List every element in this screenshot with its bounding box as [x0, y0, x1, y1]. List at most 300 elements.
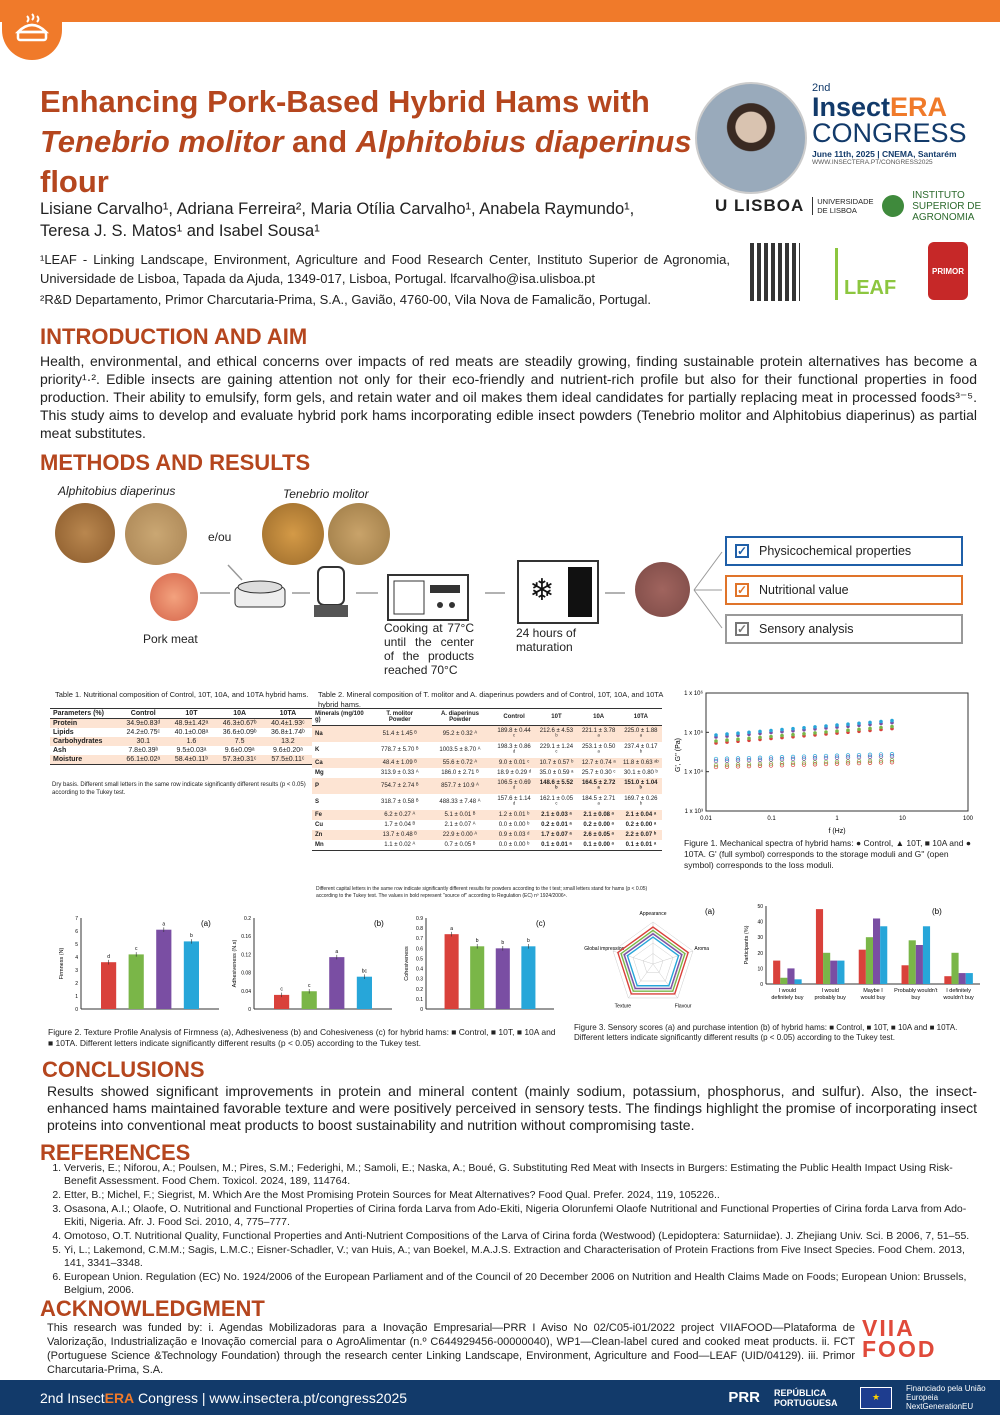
storage-modulus-point [879, 720, 883, 724]
y-axis-label: Firmness (N) [59, 947, 65, 980]
bar-10TA [357, 977, 372, 1009]
mixer-icon [314, 567, 348, 617]
significance-letter: b [527, 938, 530, 945]
table-cell: 66.1±0.02ᵃ [126, 756, 161, 763]
alphitobius-label: Alphitobius diaperinus [58, 484, 176, 498]
table-cell: 318.7 ± 0.58 ᴮ [381, 799, 419, 805]
table-cell: 13.2 [281, 738, 295, 745]
table-row [50, 728, 312, 737]
category-label: I definitely [946, 988, 971, 994]
table-row [312, 742, 662, 758]
table-cell: 2.2 ± 0.07 ᵇ [625, 832, 657, 838]
box-nutritional [725, 575, 963, 605]
table-cell: 488.33 ± 7.48 ᴬ [439, 799, 481, 805]
radar-plot [584, 911, 709, 1010]
bar-10TA [923, 926, 930, 984]
poster-title [40, 82, 700, 202]
table-cell: 51.4 ± 1.45 ᴮ [382, 731, 417, 737]
top-bar [0, 0, 1000, 22]
figure2-caption [48, 1027, 563, 1049]
table-cell: 48.9±1.42ᵃ [174, 720, 209, 727]
bar-10T [909, 940, 916, 984]
bar-Control [816, 909, 823, 984]
table-row [312, 726, 662, 743]
y-tick-label: 1 x 10³ [684, 809, 703, 815]
bar-10T [302, 991, 317, 1009]
y-tick-label: 0.1 [416, 996, 423, 1003]
authors-line-2: Teresa J. S. Matos¹ and Isabel Sousa¹ [40, 222, 320, 240]
reference-item: 3. Osasona, A.I.; Olaofe, O. Nutritional and Functional Properties of Cirina forda Larva from Ado-Ekiti, Nigeria Olorunfemi Olaofe Nutritional and Functional Properties of Cirina forda Larva from Ado-Ekiti, Nigeria. Afr. J. Food Sci. 2010, 4, 775–777. [64, 1203, 980, 1229]
table-cell: 30.1 ± 0.80 ᵇ [623, 770, 658, 776]
congress-date: June 11th, 2025 | CNEMA, Santarém [812, 149, 957, 159]
table-cell: 55.6 ± 0.72 ᴬ [442, 760, 478, 766]
y-tick-label: 0 [760, 982, 763, 988]
bar-Control [902, 965, 909, 984]
y-tick-label: 3 [75, 968, 78, 974]
figure2c-cohesiveness-chart [400, 908, 560, 1023]
table-header-cell: Control [119, 709, 167, 719]
significance-letter: c [307, 982, 311, 989]
figure2-caption-line-1: Figure 2. Texture Profile Analysis of Firmness (a), Adhesiveness (b) and Cohesiveness (c) for hybrid hams: ■ Control, ■ 10T, ■ 10A and [48, 1027, 556, 1037]
bar-10A [156, 930, 171, 1009]
check-icon: ✓ [736, 622, 748, 636]
table-row [312, 778, 662, 794]
y-tick-label: 20 [757, 950, 763, 957]
storage-modulus-point [813, 731, 817, 735]
figure2-caption-line-2: ■ 10TA. Different letters indicate significantly different results (p < 0.05) according to the Tukey test. [48, 1038, 421, 1048]
table-cell: 0.2 ± 0.01 ᵃ [541, 822, 572, 828]
table-cell: 0.1 ± 0.00 ᵃ [583, 842, 614, 848]
authors-line-1: Lisiane Carvalho¹, Adriana Ferreira², Maria Otília Carvalho¹, Anabela Raymundo¹, [40, 200, 635, 218]
y-tick-label: 0.3 [416, 976, 423, 983]
bar-10TA [837, 961, 844, 984]
table-cell: 9.5±0.03ᵃ [176, 747, 207, 754]
table1-body [50, 719, 312, 765]
table-row [312, 830, 662, 840]
y-tick-label: 40 [757, 919, 763, 926]
isa-leaf-icon [882, 195, 904, 217]
table-row [50, 737, 312, 746]
significance-letter: c [134, 946, 138, 953]
congress-edition: 2nd [812, 82, 831, 94]
table1 [50, 708, 312, 765]
y-tick-label: 6 [75, 929, 78, 935]
panel-label: (c) [536, 919, 546, 928]
y-tick-label: 30 [757, 935, 763, 942]
table-cell: 2.1 ± 0.04 ᵃ [625, 812, 657, 818]
table-cell: 186.0 ± 2.71 ᴮ [441, 770, 479, 776]
table-cell: 34.9±0.83ᵈ [126, 720, 161, 727]
y-tick-label: 0.08 [241, 970, 251, 977]
table-cell: 0.7 ± 0.05 ᴮ [444, 842, 476, 848]
box-physicochemical-label: Physicochemical properties [759, 544, 912, 558]
table-cell: K [315, 747, 320, 753]
table-cell: 40.1±0.08ᵃ [174, 729, 209, 736]
references-heading: REFERENCES [40, 1140, 191, 1165]
table-cell: 7.8±0.39ᵇ [128, 747, 159, 754]
storage-modulus-point [868, 721, 872, 725]
table-cell: 313.9 ± 0.33 ᴬ [380, 770, 419, 776]
reference-item: 1. Ververis, E.; Niforou, A.; Poulsen, M.; Pires, S.M.; Federighi, M.; Samoli, E.; Naska, A.; Boué, G. Substituting Red Meat with Insects in Burgers: Estimating the Public Health Impact Using Risk-Benefit Assessment. Food Chem. Toxicol. 2024, 189, 114764. [64, 1162, 980, 1188]
primor-logo-text: PRIMOR [932, 266, 964, 276]
table-row [312, 768, 662, 778]
bar-10A [787, 968, 794, 984]
x-tick-label: 10 [899, 816, 906, 822]
congress-name-era: ERA [890, 92, 948, 122]
table-header-cell: 10TA [620, 709, 662, 726]
table-cell: 857.7 ± 10.9 ᴬ [441, 783, 479, 789]
radar-axis-label: Global impression [584, 946, 625, 953]
bar-Control [101, 962, 116, 1009]
conclusions-text: Results showed significant improvements in protein and mineral content (mainly sodium, potassium, phosphorus, and sulfur). Also, the insect-enhanced hams maintained favorable texture and were positively perceived in sensory tests. The findings highlight the promise of incorporating insect proteins into conventional meat products to boost sustainability and nutrition without compromising taste. [47, 1083, 977, 1133]
bar-Control [944, 976, 951, 984]
result-arrows [692, 540, 726, 640]
table-cell: 9.6±0.09ᵃ [224, 747, 255, 754]
table-header-cell: Parameters (%) [50, 709, 119, 719]
prr-logo: PRR [728, 1389, 760, 1406]
category-label: would buy [860, 995, 886, 1001]
panel-label: (a) [201, 919, 211, 928]
figure2a-firmness-chart [55, 908, 225, 1023]
table-cell: Cu [315, 822, 323, 828]
bar-10A [916, 945, 923, 984]
storage-modulus-point [791, 733, 795, 737]
storage-modulus-point [769, 735, 773, 739]
bar-10A [830, 961, 837, 984]
table-row [50, 755, 312, 765]
x-tick-label: 100 [962, 816, 974, 822]
table-cell: 40.4±1.93ᶜ [271, 720, 305, 727]
figure1-yticks [684, 690, 709, 815]
y-tick-label: 1 [75, 994, 78, 1000]
bar-10TA [521, 946, 535, 1009]
table-cell: 1.6 [186, 738, 197, 745]
storage-modulus-point [857, 722, 861, 726]
y-tick-label: 0.7 [416, 936, 423, 943]
table2-note: Different capital letters in the same row indicate significantly different results for powders according to the t test; small letters stand for hams (p < 0.05) according to the Tukey test. The values in bold represent "source of" according to Regulation (EC) nº 1924/2006⁶. [316, 886, 648, 899]
title-italic-2: Alphitobius diaperinus [355, 124, 692, 159]
y-tick-label: 0.5 [416, 956, 423, 963]
svg-text:❄: ❄ [529, 574, 555, 607]
table-header-cell: 10A [216, 709, 264, 719]
table-cell: 9.6±0.20ᵃ [272, 747, 303, 754]
category-label: probably buy [814, 995, 846, 1001]
table-cell: 24.2±0.75ᶜ [126, 729, 161, 736]
table1-note: Dry basis. Different small letters in the same row indicate significantly different results (p < 0.05) according to the Tukey test. [52, 782, 306, 796]
table-cell: 2.1 ± 0.08 ᵃ [583, 812, 614, 818]
storage-modulus-point [736, 731, 740, 735]
y-tick-label: 0 [420, 1007, 423, 1013]
ulisboa-logo: U LISBOA [715, 196, 805, 215]
figure3a-panel-label: (a) [705, 907, 715, 916]
ham-slice-image [635, 562, 690, 617]
x-tick-label: 0.01 [700, 816, 712, 822]
figure1-xlabel: f (Hz) [828, 828, 846, 835]
viiafood-logo-bottom: FOOD [862, 1336, 937, 1362]
table-cell: 2.6 ± 0.05 ᵃ [583, 832, 614, 838]
radar-axis-label: Flavour [674, 1003, 692, 1010]
y-tick-label: 4 [75, 955, 78, 961]
tenebrio-label: Tenebrio molitor [283, 487, 369, 501]
significance-letter: bc [361, 968, 368, 975]
storage-modulus-point [824, 724, 828, 728]
cooking-oven-icon [388, 575, 468, 620]
congress-logo [812, 82, 972, 166]
box-nutritional-label: Nutritional value [759, 583, 849, 597]
y-tick-label: 1 x 10⁴ [684, 769, 703, 776]
box-sensory-label: Sensory analysis [759, 622, 854, 636]
table1-header-row [50, 709, 312, 719]
alphitobius-larvae-image [55, 503, 115, 563]
ulisboa-sub: UNIVERSIDADE DE LISBOA [812, 197, 874, 215]
table2-body [312, 726, 662, 851]
table-cell: 46.3±0.67ᵇ [222, 720, 257, 727]
x-tick-label: 0.1 [767, 816, 776, 822]
significance-letter: b [475, 938, 479, 945]
table-cell: 35.0 ± 0.59 ᵃ [539, 770, 574, 776]
table-cell: 189.8 ± 0.44 ᶜ [497, 728, 531, 740]
table-cell: 0.0 ± 0.00 ᵇ [498, 842, 530, 848]
table-header-cell: Minerals (mg/100 g) [312, 709, 372, 726]
figure2b-adhesiveness-chart [228, 908, 398, 1023]
y-axis-label: Adhesiveness (N.s) [232, 939, 238, 988]
table-cell: 6.2 ± 0.27 ᴬ [384, 812, 416, 818]
figure3b-purchase-chart [740, 900, 985, 1020]
bar-Control [445, 934, 459, 1009]
storage-modulus-point [824, 730, 828, 734]
bar-10T [129, 954, 144, 1009]
intro-text: Health, environmental, and ethical concerns over impacts of red meats are steadily growing, finding sustainable protein alternatives has become a priority¹·². Edible insects are gaining attention not only for their eco-friendly and nutrient-rich profile but also for their functional properties in food production. Their ability to emulsify, form gels, and retain water and oil makes them ideal candidates for partially replacing meat in processed foods³⁻⁵. This study aims to develop and evaluate hybrid pork hams incorporating edible insect powders (Tenebrio molitor and Alphitobius diaperinus) as partial meat substitutes. [40, 353, 977, 441]
congress-url: WWW.INSECTERA.PT/CONGRESS2025 [812, 159, 933, 166]
table2 [312, 708, 662, 851]
table-cell: 151.0 ± 1.04 ᵇ [624, 780, 658, 792]
table-cell: 48.4 ± 1.09 ᴮ [382, 760, 417, 766]
bar-10A [959, 973, 966, 984]
table-cell: 164.5 ± 2.72 ᵃ [581, 780, 616, 792]
table-cell: 11.8 ± 0.63 ᵃᵇ [623, 760, 659, 766]
congress-name-insect: Insect [812, 92, 891, 122]
storage-modulus-point [780, 728, 784, 732]
eou-label: e/ou [208, 530, 232, 544]
storage-modulus-point [846, 722, 850, 726]
table-cell: 778.7 ± 5.70 ᴮ [381, 747, 419, 753]
y-tick-label: 0.04 [241, 988, 251, 995]
table-cell: 1003.5 ± 8.70 ᴬ [439, 747, 481, 753]
storage-modulus-point [835, 723, 839, 727]
freezer-icon [518, 561, 598, 623]
y-tick-label: 1 x 10⁵ [684, 730, 703, 737]
title-line-3: flour [40, 164, 109, 199]
footer-era: ERA [104, 1389, 135, 1406]
methods-heading: METHODS AND RESULTS [40, 450, 311, 475]
radar-axis-label: Aroma [694, 946, 710, 953]
category-label: buy [911, 995, 921, 1001]
storage-modulus-point [813, 725, 817, 729]
viiafood-logo-top: VIIA [862, 1315, 915, 1341]
primor-logo [928, 242, 968, 300]
pie-logo-icon [2, 0, 62, 60]
radar-axis-label: Appearance [639, 910, 667, 917]
table-cell: 1.7 ± 0.04 ᴮ [384, 822, 416, 828]
storage-modulus-point [758, 736, 762, 740]
figure3a-radar-chart [565, 900, 745, 1020]
storage-modulus-point [747, 737, 751, 741]
bar-Control [859, 950, 866, 984]
storage-modulus-point [714, 739, 718, 743]
pork-meat-image [150, 573, 198, 621]
bar-10TA [966, 973, 973, 984]
conclusions-heading: CONCLUSIONS [42, 1057, 205, 1082]
affiliation-1: ¹LEAF - Linking Landscape, Environment, Agriculture and Food Research Center, Instituto Superior de Agronomia, Universidade de Lisboa, Tapada da Ajuda, 1349-017, Lisboa, Portugal. lfcarvalho@isa.ulisboa.pt [40, 252, 730, 286]
table-cell: 9.0 ± 0.01 ᶜ [498, 760, 530, 766]
table-cell: 7.5 [234, 738, 245, 745]
table1-caption: Table 1. Nutritional composition of Control, 10T, 10A, and 10TA hybrid hams. [55, 690, 309, 699]
category-label: Probably wouldn't [894, 988, 938, 994]
figure1-frame [706, 693, 968, 811]
table-cell: 0.1 ± 0.01 ᵃ [625, 842, 657, 848]
storage-modulus-point [747, 731, 751, 735]
intro-heading: INTRODUCTION AND AIM [40, 324, 308, 349]
table-row [312, 810, 662, 820]
table-cell: 22.9 ± 0.00 ᴬ [442, 832, 478, 838]
table-cell: Ca [315, 760, 323, 766]
y-tick-label: 0.6 [416, 946, 423, 953]
authors [40, 198, 700, 242]
figure1-xticks [700, 816, 974, 822]
footer-post[interactable]: Congress | www.insectera.pt/congress2025 [134, 1389, 408, 1406]
author-photo [695, 82, 807, 194]
isa-logo: INSTITUTO SUPERIOR DE AGRONOMIA [912, 189, 982, 223]
y-tick-label: 0.4 [416, 966, 423, 973]
table-cell: 5.1 ± 0.01 ᴮ [444, 812, 476, 818]
table-cell: 0.0 ± 0.00 ᵇ [498, 822, 530, 828]
table-cell: 229.1 ± 1.24 ᶜ [539, 744, 574, 756]
table-cell: 0.9 ± 0.03 ᵈ [498, 832, 530, 838]
x-tick-label: 1 [835, 816, 839, 822]
table-header-cell: 10A [578, 709, 620, 726]
table-cell: 212.6 ± 4.53 ᵇ [539, 728, 574, 740]
box-physicochemical [725, 536, 963, 566]
table-cell: Lipids [53, 729, 74, 736]
y-tick-label: 0 [75, 1007, 78, 1013]
scale-icon [235, 581, 285, 607]
category-label: Maybe I [863, 988, 883, 994]
y-tick-label: 0.12 [241, 952, 251, 959]
storage-modulus-point [857, 728, 861, 732]
storage-modulus-point [835, 729, 839, 733]
category-label: definitely buy [771, 995, 804, 1001]
y-tick-label: 0 [248, 1007, 251, 1013]
table-cell: Protein [53, 720, 78, 727]
table-cell: 13.7 ± 0.48 ᴮ [382, 832, 417, 838]
bar-10TA [184, 941, 199, 1009]
table-cell: 2.1 ± 0.03 ᵃ [541, 812, 572, 818]
storage-modulus-point [725, 732, 729, 736]
y-tick-label: 10 [757, 966, 763, 973]
category-label: I would [821, 988, 839, 994]
reference-item: 6. European Union. Regulation (EC) No. 1924/2006 of the European Parliament and of the Council of 20 December 2006 on Nutrition and Health Claims Made on Foods; European Union: Brussels, Belgium, 2006. [64, 1271, 980, 1297]
significance-letter: a [162, 921, 166, 928]
table-cell: 1.2 ± 0.01 ᵇ [498, 812, 530, 818]
significance-letter: a [450, 925, 453, 932]
leaf-logo-text: LEAF [844, 277, 897, 299]
significance-letter: a [335, 948, 339, 955]
table-cell: 25.7 ± 0.30 ᶜ [581, 770, 616, 776]
table-cell: 58.4±0.11ᵇ [174, 756, 209, 763]
footer-pre: 2nd Insect [40, 1389, 105, 1406]
y-tick-label: 7 [75, 916, 78, 922]
figure1-caption: Figure 1. Mechanical spectra of hybrid hams: ● Control, ▲ 10T, ■ 10A and ● 10TA. G' (full symbol) corresponds to the storage moduli and G'' (open symbol) corresponds to the loss moduli. [684, 838, 971, 870]
pork-meat-label: Pork meat [143, 632, 198, 646]
table-row [312, 758, 662, 768]
table-cell: Moisture [53, 756, 83, 763]
bar-Control [773, 961, 780, 984]
table-cell: 10.7 ± 0.57 ᵇ [539, 760, 574, 766]
qr-code-icon[interactable] [750, 243, 800, 301]
table-cell: S [315, 799, 320, 805]
table-row [50, 746, 312, 755]
bar-10T [470, 946, 484, 1009]
bar-10A [329, 957, 344, 1009]
storage-modulus-point [714, 733, 718, 737]
y-tick-label: 5 [75, 942, 78, 948]
storage-modulus-point [879, 726, 883, 730]
table-cell: 184.5 ± 2.71 ᵃ [581, 796, 616, 808]
congress-word: CONGRESS [812, 118, 967, 148]
eu-funding-logo: Financiado pela União Europeia NextGenerationEU [906, 1384, 986, 1411]
panel-label: (b) [932, 907, 942, 916]
storage-modulus-point [802, 732, 806, 736]
title-line-1: Enhancing Pork-Based Hybrid Hams with [40, 84, 650, 119]
storage-modulus-point [846, 728, 850, 732]
flow-arrow-in [228, 565, 242, 580]
table-header-cell: T. molitor Powder [372, 709, 427, 726]
institution-logos [715, 188, 995, 224]
bar-10A [496, 948, 510, 1009]
y-tick-label: 0.16 [241, 934, 251, 941]
reference-item: 2. Etter, B.; Michel, F.; Siegrist, M. Which Are the Most Promising Protein Sources for Meat Alternatives? Food Qual. Prefer. 2024, 119, 105226.. [64, 1189, 980, 1202]
y-axis-label: Cohesiveness [404, 946, 410, 981]
bar-10TA [795, 979, 802, 984]
radar-axis-label: Texture [614, 1003, 632, 1010]
check-icon: ✓ [736, 544, 748, 558]
cooking-label: Cooking at 77°C until the center of the products reached 70°C [384, 621, 474, 677]
significance-letter: b [501, 940, 505, 947]
table-cell: 0.1 ± 0.01 ᵃ [541, 842, 572, 848]
table-cell: 36.8±1.74ᵇ [271, 729, 305, 736]
storage-modulus-point [868, 727, 872, 731]
table-cell: 225.0 ± 1.88 ᵃ [624, 728, 658, 740]
maturation-label: 24 hours of maturation [516, 626, 577, 654]
reference-item: 4. Omotoso, O.T. Nutritional Quality, Functional Properties and Anti-Nutrient Compositions of the Larva of Cirina forda (Westwood) (Lepidoptera: Saturniidae). J. Zhejiang Univ. Sci. B 2006, 7, 51–55. [64, 1230, 980, 1243]
affiliation-2: ²R&D Departamento, Primor Charcutaria-Prima, S.A., Gavião, 4760-00, Vila Nova de Famalicão, Portugal. [40, 292, 652, 307]
table-cell: Mn [315, 842, 324, 848]
significance-letter: b [190, 933, 193, 940]
table-cell: 1.1 ± 0.02 ᴬ [384, 842, 416, 848]
table-cell: Na [315, 731, 323, 737]
table-cell: 57.3±0.31ᶜ [222, 756, 257, 763]
y-tick-label: 0.2 [416, 986, 423, 993]
table-row [312, 840, 662, 851]
leaf-logo [835, 248, 915, 300]
figure3-caption-line-2: Different letters indicate significantly different results (p < 0.05) according to the Tukey test. [574, 1033, 895, 1042]
table-cell: 754.7 ± 2.74 ᴮ [381, 783, 419, 789]
table-row [312, 820, 662, 830]
bar-10T [780, 978, 787, 984]
category-label: I would [778, 988, 797, 994]
table-header-cell: 10TA [264, 709, 312, 719]
bar-10TA [880, 926, 887, 984]
